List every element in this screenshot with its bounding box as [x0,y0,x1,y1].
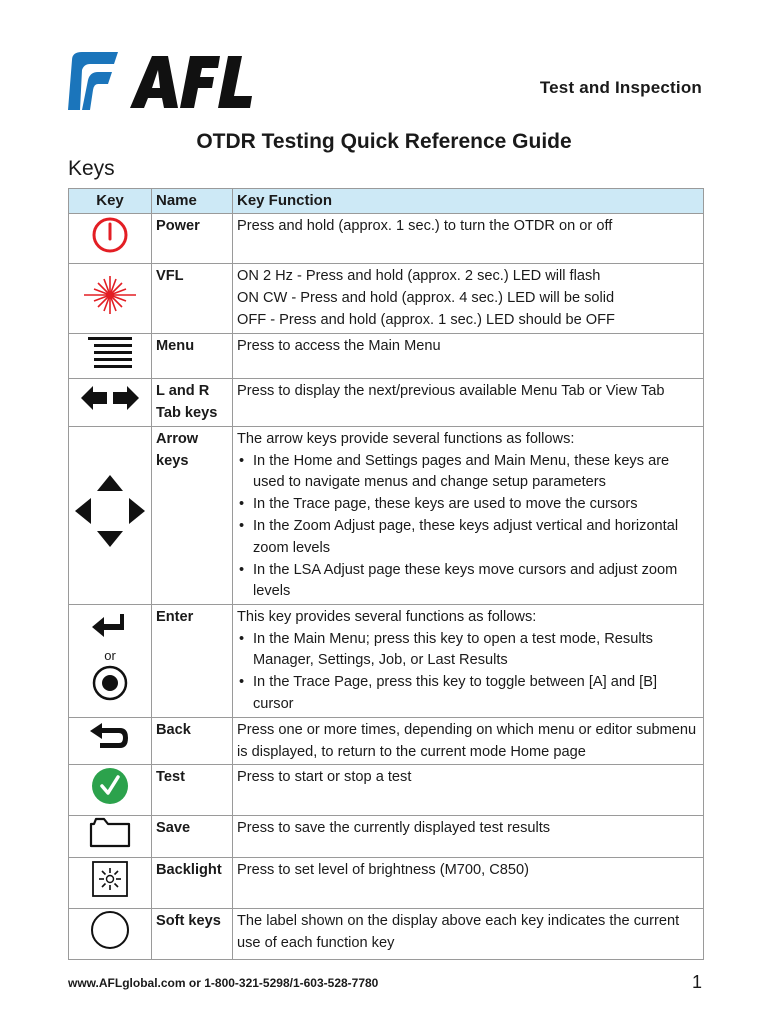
menu-icon [84,334,136,370]
function-line: ON CW - Press and hold (approx. 4 sec.) LED will be solid [237,289,615,306]
function-bullets [237,629,699,716]
bullet-item: • In the LSA Adjust page these keys move cursors and adjust zoom levels [237,560,699,604]
footer-contact: www.AFLglobal.com or 1-800-321-5298/1-603-528-7780 [68,976,379,990]
keys-table [68,188,704,960]
key-icon-cell [69,815,152,857]
laser-icon [80,272,140,318]
icon-or-label: or [104,647,116,663]
key-name: Menu [152,334,233,379]
test-check-icon [90,766,130,806]
key-name: L and R Tab keys [152,378,233,426]
left-right-arrows-icon [79,383,141,413]
key-icon-cell [69,908,152,959]
key-name: Power [152,214,233,264]
function-line: OFF - Press and hold (approx. 1 sec.) LED should be OFF [237,311,615,328]
key-name: Save [152,815,233,857]
bullet-item: • In the Zoom Adjust page, these keys adjust vertical and horizontal zoom levels [237,516,699,560]
table-row [69,908,704,959]
column-header-key: Key [69,189,152,214]
bullet-item: • In the Main Menu; press this key to open a test mode, Results Manager, Settings, Job, or Last Results [237,629,699,673]
table-row [69,426,704,604]
function-bullets [237,451,699,604]
key-icon-cell [69,334,152,379]
key-name: VFL [152,264,233,334]
key-icon-cell [69,764,152,815]
page-number: 1 [691,972,702,992]
circle-icon [89,909,131,951]
function-intro: The arrow keys provide several functions as follows: [237,430,575,447]
key-name: Test [152,764,233,815]
back-icon [88,722,132,752]
key-function: Press to set level of brightness (M700, C850) [233,857,704,908]
table-row [69,264,704,334]
table-header-row [69,189,704,214]
enter-button-icon [90,663,130,703]
table-row [69,378,704,426]
key-function [233,426,704,604]
table-row [69,717,704,764]
key-icon-cell [69,264,152,334]
key-name: Arrow keys [152,426,233,604]
table-row [69,764,704,815]
column-header-name: Name [152,189,233,214]
key-function: Press to start or stop a test [233,764,704,815]
header-subtitle: Test and Inspection [539,78,702,97]
table-row [69,815,704,857]
enter-icon [90,611,130,641]
afl-logo [68,50,254,112]
function-intro: This key provides several functions as follows: [237,608,537,625]
key-function: Press and hold (approx. 1 sec.) to turn the OTDR on or off [233,214,704,264]
key-function: Press to save the currently displayed test results [233,815,704,857]
key-function: Press to access the Main Menu [233,334,704,379]
table-row [69,214,704,264]
key-function: Press one or more times, depending on which menu or editor submenu is displayed, to return to the current mode Home page [233,717,704,764]
key-function [233,264,704,334]
table-row [69,604,704,717]
key-icon-cell [69,426,152,604]
key-name: Backlight [152,857,233,908]
key-function [233,604,704,717]
key-function: The label shown on the display above each key indicates the current use of each function key [233,908,704,959]
key-icon-cell [69,214,152,264]
page-title: OTDR Testing Quick Reference Guide [196,130,572,153]
table-row [69,334,704,379]
key-icon-cell [69,717,152,764]
key-name: Enter [152,604,233,717]
table-row [69,857,704,908]
key-name: Soft keys [152,908,233,959]
column-header-function: Key Function [233,189,704,214]
function-line: ON 2 Hz - Press and hold (approx. 2 sec.) LED will flash [237,268,601,284]
bullet-item: • In the Trace page, these keys are used to move the cursors [237,494,699,516]
section-title: Keys [68,157,115,180]
bullet-item: • In the Trace Page, press this key to toggle between [A] and [B] cursor [237,672,699,716]
arrow-keys-icon [73,473,147,549]
key-function: Press to display the next/previous available Menu Tab or View Tab [233,378,704,426]
folder-icon [88,816,132,848]
backlight-icon [90,859,130,899]
key-icon-cell [69,857,152,908]
key-icon-cell [69,604,152,717]
key-name: Back [152,717,233,764]
power-icon [90,215,130,255]
key-icon-cell [69,378,152,426]
bullet-item: • In the Home and Settings pages and Main Menu, these keys are used to navigate menus and change setup parameters [237,451,699,495]
